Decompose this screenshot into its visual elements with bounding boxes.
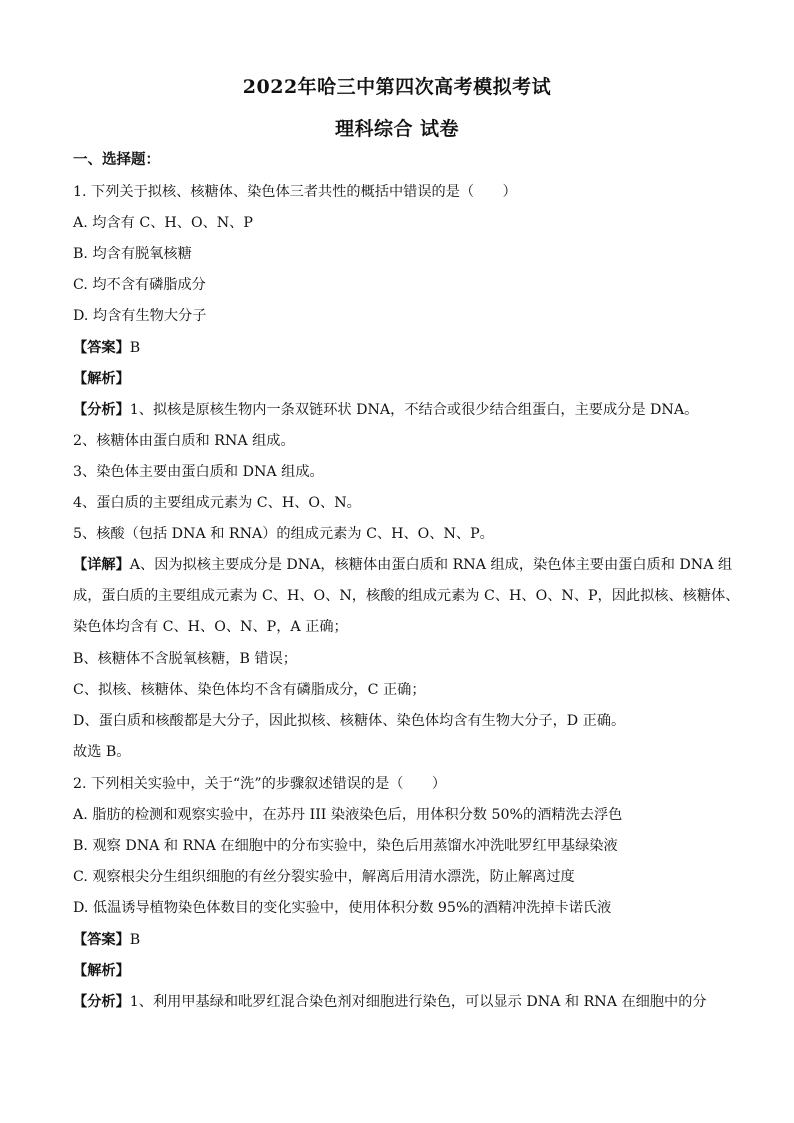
fenxi-tag: 【分析】: [73, 994, 130, 1010]
question-2-answer: [73, 930, 723, 950]
question-2-option-a: A. 脂肪的检测和观察实验中，在苏丹 III 染液染色后，用体积分数 50%的酒精洗去浮色: [73, 807, 623, 823]
question-2-option-d: D. 低温诱导植物染色体数目的变化实验中，使用体积分数 95%的酒精冲洗掉卡诺氏液: [73, 900, 612, 916]
detail-text: A、因为拟核主要成分是 DNA，核糖体由蛋白质和 RNA 组成，染色体主要由蛋白质和 DNA 组: [129, 557, 733, 573]
question-1-detail-line: 成，蛋白质的主要组成元素为 C、H、O、N，核酸的组成元素为 C、H、O、N、P，因此拟核、核糖体、: [73, 588, 740, 604]
detail-tag: 【详解】: [73, 557, 130, 573]
question-1-option-a: A. 均含有 C、H、O、N、P: [73, 215, 253, 231]
question-1-fenxi-line: 4、蛋白质的主要组成元素为 C、H、O、N。: [73, 495, 361, 511]
page-title: 2022年哈三中第四次高考模拟考试: [242, 76, 552, 98]
question-1-stem: 1. 下列关于拟核、核糖体、染色体三者共性的概括中错误的是（ ）: [73, 184, 517, 200]
question-1-detail-line: 染色体均含有 C、H、O、N、P，A 正确；: [73, 619, 348, 635]
question-1-fenxi-line: 3、染色体主要由蛋白质和 DNA 组成。: [73, 464, 324, 480]
question-1-option-c: C. 均不含有磷脂成分: [73, 277, 206, 293]
question-1-answer: [73, 338, 723, 358]
question-1-conclusion: 故选 B。: [73, 744, 131, 760]
question-1-detail-line: D、蛋白质和核酸都是大分子，因此拟核、核糖体、染色体均含有生物大分子，D 正确。: [73, 713, 626, 729]
question-2-stem: 2. 下列相关实验中，关于“洗”的步骤叙述错误的是（ ）: [73, 776, 447, 792]
question-2-option-c: C. 观察根尖分生组织细胞的有丝分裂实验中，解离后用清水漂洗，防止解离过度: [73, 869, 575, 885]
fenxi-text: 1、利用甲基绿和吡罗红混合染色剂对细胞进行染色，可以显示 DNA 和 RNA 在细胞中的分: [129, 994, 707, 1010]
fenxi-tag: 【分析】: [73, 402, 130, 418]
answer-tag: 【答案】: [73, 932, 130, 948]
answer-tag: 【答案】: [73, 340, 130, 356]
question-1-detail-line: [73, 555, 733, 575]
question-1-option-d: D. 均含有生物大分子: [73, 308, 207, 324]
page-subtitle: 理科综合 试卷: [334, 118, 460, 140]
answer-value: B: [129, 340, 141, 356]
question-1-fenxi-line: [73, 400, 723, 420]
question-1-option-b: B. 均含有脱氧核糖: [73, 246, 192, 262]
question-2-fenxi-line: [73, 992, 723, 1012]
question-1-analysis-tag: 【解析】: [73, 371, 130, 387]
question-2-option-b: B. 观察 DNA 和 RNA 在细胞中的分布实验中，染色后用蒸馏水冲洗吡罗红甲基绿染液: [73, 838, 618, 854]
answer-value: B: [129, 932, 141, 948]
question-1-detail-line: B、核糖体不含脱氧核糖，B 错误；: [73, 651, 297, 667]
question-1-detail-line: C、拟核、核糖体、染色体均不含有磷脂成分，C 正确；: [73, 682, 426, 698]
question-1-fenxi-line: 5、核酸（包括 DNA 和 RNA）的组成元素为 C、H、O、N、P。: [73, 526, 494, 542]
question-1-fenxi-line: 2、核糖体由蛋白质和 RNA 组成。: [73, 433, 295, 449]
question-2-analysis-tag: 【解析】: [73, 963, 130, 979]
fenxi-text: 1、拟核是原核生物内一条双链环状 DNA，不结合或很少结合组蛋白，主要成分是 DNA。: [129, 402, 699, 418]
section-heading: 一、选择题：: [73, 151, 160, 168]
